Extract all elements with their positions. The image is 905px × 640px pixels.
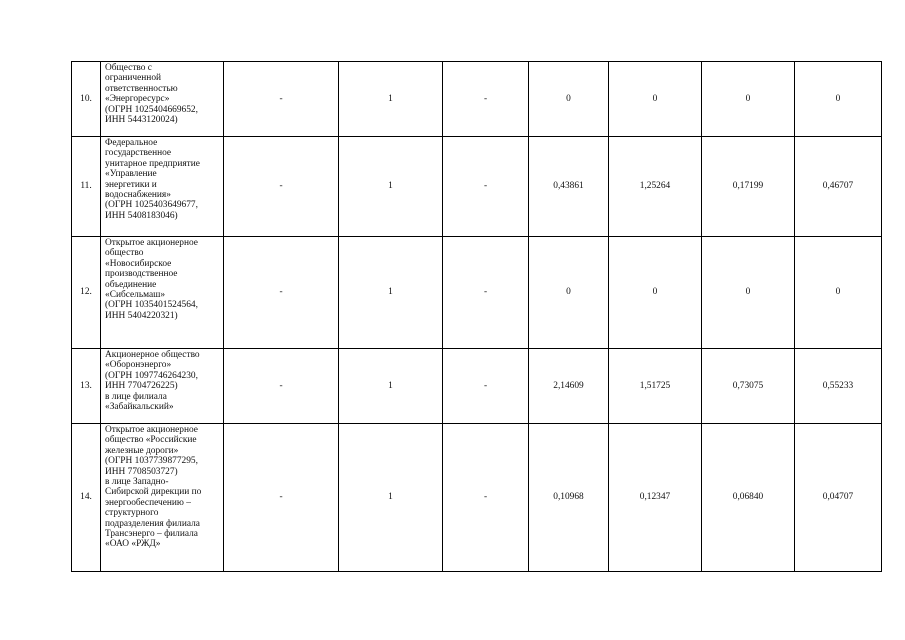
cell-col5: 1,51725 [609, 349, 702, 424]
cell-col3: - [443, 62, 529, 137]
cell-col5: 0 [609, 62, 702, 137]
cell-col7: 0,04707 [795, 424, 882, 572]
table-row [72, 349, 882, 424]
organization-name: Открытое акционерное общество «Новосибирское производственное объединение «Сибсельмаш» (ОГРН 1035401524564, ИНН 5404220321) [101, 237, 224, 349]
cell-col6: 0,73075 [702, 349, 795, 424]
table-row [72, 424, 882, 572]
row-number: 11. [72, 137, 101, 237]
cell-col4: 0 [529, 237, 609, 349]
row-number: 12. [72, 237, 101, 349]
cell-col6: 0,17199 [702, 137, 795, 237]
organization-name: Федеральное государственное унитарное предприятие «Управление энергетики и водоснабжения» (ОГРН 1025403649677, ИНН 5408183046) [101, 137, 224, 237]
cell-col1: - [224, 349, 339, 424]
cell-col4: 0,43861 [529, 137, 609, 237]
cell-col5: 0,12347 [609, 424, 702, 572]
cell-col6: 0 [702, 62, 795, 137]
cell-col7: 0,46707 [795, 137, 882, 237]
cell-col2: 1 [339, 237, 443, 349]
cell-col7: 0 [795, 62, 882, 137]
cell-col2: 1 [339, 424, 443, 572]
table-row [72, 137, 882, 237]
row-number: 13. [72, 349, 101, 424]
table-row [72, 62, 882, 137]
cell-col6: 0 [702, 237, 795, 349]
cell-col3: - [443, 237, 529, 349]
cell-col4: 0,10968 [529, 424, 609, 572]
cell-col4: 0 [529, 62, 609, 137]
cell-col3: - [443, 424, 529, 572]
cell-col1: - [224, 424, 339, 572]
row-number: 10. [72, 62, 101, 137]
row-number: 14. [72, 424, 101, 572]
organization-name: Открытое акционерное общество «Российские железные дороги» (ОГРН 1037739877295, ИНН 7708503727) в лице Западно- Сибирской дирекции по энергообеспечению – структурного подразделения филиала Трансэнерго – филиала «ОАО «РЖД» [101, 424, 224, 572]
cell-col5: 0 [609, 237, 702, 349]
cell-col2: 1 [339, 137, 443, 237]
cell-col2: 1 [339, 349, 443, 424]
cell-col4: 2,14609 [529, 349, 609, 424]
cell-col1: - [224, 237, 339, 349]
cell-col7: 0 [795, 237, 882, 349]
organizations-table [71, 61, 882, 572]
cell-col5: 1,25264 [609, 137, 702, 237]
cell-col1: - [224, 62, 339, 137]
cell-col6: 0,06840 [702, 424, 795, 572]
cell-col3: - [443, 349, 529, 424]
table-row [72, 237, 882, 349]
organization-name: Акционерное общество «Оборонэнерго» (ОГРН 1097746264230, ИНН 7704726225) в лице филиала «Забайкальский» [101, 349, 224, 424]
cell-col1: - [224, 137, 339, 237]
cell-col2: 1 [339, 62, 443, 137]
cell-col7: 0,55233 [795, 349, 882, 424]
organization-name: Общество с ограниченной ответственностью «Энергоресурс» (ОГРН 1025404669652, ИНН 5443120024) [101, 62, 224, 137]
cell-col3: - [443, 137, 529, 237]
